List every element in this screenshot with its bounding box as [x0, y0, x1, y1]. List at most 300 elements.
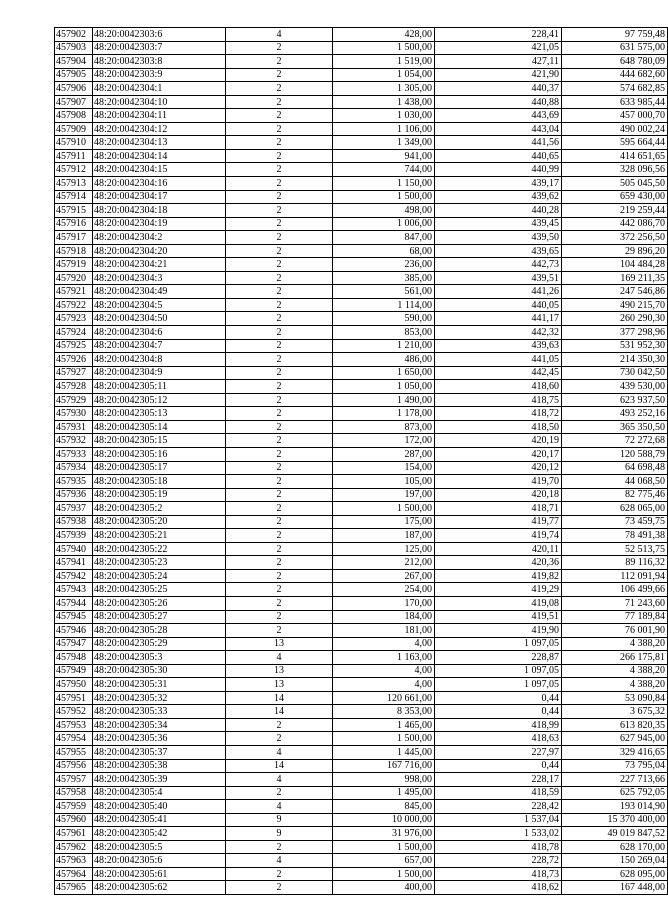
- table-row: [55, 854, 668, 868]
- cadastral-number-cell: 48:20:0042304:17: [93, 190, 226, 204]
- cadastral-number-cell: 48:20:0042305:42: [93, 827, 226, 841]
- cadastral-number-cell: 48:20:0042305:28: [93, 624, 226, 638]
- table-row: [55, 163, 668, 177]
- row-id-cell: 457962: [55, 840, 93, 854]
- area-cell: 941,00: [333, 149, 435, 163]
- row-id-cell: 457925: [55, 339, 93, 353]
- table-row: [55, 773, 668, 787]
- unit-rate-cell: 419,74: [435, 529, 562, 543]
- unit-rate-cell: 418,99: [435, 718, 562, 732]
- table-row: [55, 813, 668, 827]
- unit-rate-cell: 419,29: [435, 583, 562, 597]
- area-cell: 172,00: [333, 434, 435, 448]
- unit-rate-cell: 440,05: [435, 298, 562, 312]
- table-row: [55, 786, 668, 800]
- row-id-cell: 457921: [55, 285, 93, 299]
- cadastral-value-cell: 659 430,00: [562, 190, 668, 204]
- table-row: [55, 55, 668, 69]
- category-code-cell: 2: [226, 488, 333, 502]
- cadastral-number-cell: 48:20:0042305:31: [93, 678, 226, 692]
- table-row: [55, 244, 668, 258]
- cadastral-value-cell: 505 045,50: [562, 177, 668, 191]
- cadastral-number-cell: 48:20:0042304:12: [93, 122, 226, 136]
- area-cell: 1 500,00: [333, 732, 435, 746]
- category-code-cell: 2: [226, 122, 333, 136]
- cadastral-value-cell: 73 795,04: [562, 759, 668, 773]
- unit-rate-cell: 418,75: [435, 393, 562, 407]
- category-code-cell: 2: [226, 502, 333, 516]
- category-code-cell: 2: [226, 298, 333, 312]
- unit-rate-cell: 441,26: [435, 285, 562, 299]
- category-code-cell: 2: [226, 55, 333, 69]
- row-id-cell: 457947: [55, 637, 93, 651]
- area-cell: 1 050,00: [333, 380, 435, 394]
- cadastral-value-cell: 493 252,16: [562, 407, 668, 421]
- row-id-cell: 457948: [55, 651, 93, 665]
- unit-rate-cell: 228,42: [435, 800, 562, 814]
- category-code-cell: 2: [226, 407, 333, 421]
- unit-rate-cell: 440,99: [435, 163, 562, 177]
- table-row: [55, 380, 668, 394]
- table-row: [55, 339, 668, 353]
- category-code-cell: 4: [226, 651, 333, 665]
- category-code-cell: 9: [226, 813, 333, 827]
- cadastral-number-cell: 48:20:0042304:7: [93, 339, 226, 353]
- cadastral-value-cell: 3 675,32: [562, 705, 668, 719]
- unit-rate-cell: 440,88: [435, 95, 562, 109]
- cadastral-number-cell: 48:20:0042305:24: [93, 569, 226, 583]
- unit-rate-cell: 421,90: [435, 68, 562, 82]
- unit-rate-cell: 442,32: [435, 326, 562, 340]
- cadastral-number-cell: 48:20:0042304:11: [93, 109, 226, 123]
- cadastral-number-cell: 48:20:0042305:14: [93, 420, 226, 434]
- table-row: [55, 705, 668, 719]
- cadastral-number-cell: 48:20:0042305:41: [93, 813, 226, 827]
- area-cell: 400,00: [333, 881, 435, 895]
- table-row: [55, 41, 668, 55]
- row-id-cell: 457915: [55, 204, 93, 218]
- table-row: [55, 678, 668, 692]
- unit-rate-cell: 419,82: [435, 569, 562, 583]
- row-id-cell: 457945: [55, 610, 93, 624]
- row-id-cell: 457941: [55, 556, 93, 570]
- category-code-cell: 2: [226, 475, 333, 489]
- category-code-cell: 2: [226, 353, 333, 367]
- cadastral-number-cell: 48:20:0042305:5: [93, 840, 226, 854]
- area-cell: 125,00: [333, 542, 435, 556]
- row-id-cell: 457911: [55, 149, 93, 163]
- cadastral-value-cell: 490 215,70: [562, 298, 668, 312]
- cadastral-number-cell: 48:20:0042305:19: [93, 488, 226, 502]
- category-code-cell: 4: [226, 745, 333, 759]
- unit-rate-cell: 420,11: [435, 542, 562, 556]
- table-row: [55, 881, 668, 895]
- area-cell: 4,00: [333, 678, 435, 692]
- category-code-cell: 2: [226, 461, 333, 475]
- unit-rate-cell: 418,73: [435, 867, 562, 881]
- cadastral-number-cell: 48:20:0042303:8: [93, 55, 226, 69]
- cadastral-number-cell: 48:20:0042305:13: [93, 407, 226, 421]
- area-cell: 1 349,00: [333, 136, 435, 150]
- category-code-cell: 2: [226, 624, 333, 638]
- unit-rate-cell: 228,17: [435, 773, 562, 787]
- area-cell: 486,00: [333, 353, 435, 367]
- unit-rate-cell: 427,11: [435, 55, 562, 69]
- category-code-cell: 14: [226, 759, 333, 773]
- category-code-cell: 2: [226, 583, 333, 597]
- unit-rate-cell: 0,44: [435, 691, 562, 705]
- unit-rate-cell: 419,70: [435, 475, 562, 489]
- table-row: [55, 664, 668, 678]
- unit-rate-cell: 0,44: [435, 705, 562, 719]
- cadastral-value-cell: 53 090,84: [562, 691, 668, 705]
- row-id-cell: 457920: [55, 271, 93, 285]
- cadastral-number-cell: 48:20:0042305:18: [93, 475, 226, 489]
- unit-rate-cell: 418,62: [435, 881, 562, 895]
- unit-rate-cell: 420,19: [435, 434, 562, 448]
- unit-rate-cell: 419,51: [435, 610, 562, 624]
- unit-rate-cell: 439,65: [435, 244, 562, 258]
- area-cell: 181,00: [333, 624, 435, 638]
- category-code-cell: 2: [226, 312, 333, 326]
- category-code-cell: 13: [226, 664, 333, 678]
- cadastral-number-cell: 48:20:0042305:20: [93, 515, 226, 529]
- category-code-cell: 2: [226, 718, 333, 732]
- table-row: [55, 759, 668, 773]
- cadastral-number-cell: 48:20:0042305:29: [93, 637, 226, 651]
- cadastral-value-cell: 628 065,00: [562, 502, 668, 516]
- cadastral-value-cell: 52 513,75: [562, 542, 668, 556]
- cadastral-number-cell: 48:20:0042304:2: [93, 231, 226, 245]
- cadastral-number-cell: 48:20:0042304:20: [93, 244, 226, 258]
- category-code-cell: 2: [226, 95, 333, 109]
- unit-rate-cell: 1 097,05: [435, 637, 562, 651]
- table-body: [55, 28, 668, 895]
- row-id-cell: 457937: [55, 502, 93, 516]
- table-row: [55, 231, 668, 245]
- table-row: [55, 434, 668, 448]
- row-id-cell: 457914: [55, 190, 93, 204]
- unit-rate-cell: 439,62: [435, 190, 562, 204]
- category-code-cell: 2: [226, 339, 333, 353]
- cadastral-value-cell: 4 388,20: [562, 678, 668, 692]
- area-cell: 4,00: [333, 637, 435, 651]
- row-id-cell: 457959: [55, 800, 93, 814]
- area-cell: 498,00: [333, 204, 435, 218]
- cadastral-value-cell: 613 820,35: [562, 718, 668, 732]
- table-row: [55, 827, 668, 841]
- category-code-cell: 2: [226, 881, 333, 895]
- table-row: [55, 393, 668, 407]
- row-id-cell: 457960: [55, 813, 93, 827]
- area-cell: 1 210,00: [333, 339, 435, 353]
- area-cell: 8 353,00: [333, 705, 435, 719]
- cadastral-value-cell: 150 269,04: [562, 854, 668, 868]
- row-id-cell: 457924: [55, 326, 93, 340]
- cadastral-number-cell: 48:20:0042305:25: [93, 583, 226, 597]
- unit-rate-cell: 0,44: [435, 759, 562, 773]
- table-row: [55, 542, 668, 556]
- table-row: [55, 488, 668, 502]
- table-row: [55, 271, 668, 285]
- category-code-cell: 9: [226, 827, 333, 841]
- category-code-cell: 2: [226, 569, 333, 583]
- table-row: [55, 136, 668, 150]
- table-row: [55, 840, 668, 854]
- table-row: [55, 624, 668, 638]
- unit-rate-cell: 439,50: [435, 231, 562, 245]
- table-row: [55, 28, 668, 42]
- unit-rate-cell: 439,63: [435, 339, 562, 353]
- cadastral-value-cell: 64 698,48: [562, 461, 668, 475]
- unit-rate-cell: 1 537,04: [435, 813, 562, 827]
- category-code-cell: 2: [226, 786, 333, 800]
- unit-rate-cell: 419,90: [435, 624, 562, 638]
- category-code-cell: 4: [226, 854, 333, 868]
- area-cell: 254,00: [333, 583, 435, 597]
- unit-rate-cell: 1 533,02: [435, 827, 562, 841]
- unit-rate-cell: 228,41: [435, 28, 562, 42]
- cadastral-number-cell: 48:20:0042305:22: [93, 542, 226, 556]
- cadastral-number-cell: 48:20:0042305:33: [93, 705, 226, 719]
- category-code-cell: 2: [226, 136, 333, 150]
- row-id-cell: 457953: [55, 718, 93, 732]
- cadastral-value-cell: 89 116,32: [562, 556, 668, 570]
- row-id-cell: 457903: [55, 41, 93, 55]
- table-row: [55, 529, 668, 543]
- table-row: [55, 109, 668, 123]
- category-code-cell: 13: [226, 678, 333, 692]
- unit-rate-cell: 227,97: [435, 745, 562, 759]
- cadastral-value-cell: 193 014,90: [562, 800, 668, 814]
- unit-rate-cell: 418,50: [435, 420, 562, 434]
- cadastral-number-cell: 48:20:0042305:2: [93, 502, 226, 516]
- row-id-cell: 457961: [55, 827, 93, 841]
- cadastral-value-cell: 372 256,50: [562, 231, 668, 245]
- area-cell: 1 500,00: [333, 840, 435, 854]
- table-row: [55, 177, 668, 191]
- row-id-cell: 457907: [55, 95, 93, 109]
- cadastral-value-cell: 457 000,70: [562, 109, 668, 123]
- table-row: [55, 691, 668, 705]
- unit-rate-cell: 419,77: [435, 515, 562, 529]
- area-cell: 428,00: [333, 28, 435, 42]
- area-cell: 657,00: [333, 854, 435, 868]
- cadastral-number-cell: 48:20:0042303:9: [93, 68, 226, 82]
- category-code-cell: 2: [226, 163, 333, 177]
- area-cell: 1 500,00: [333, 867, 435, 881]
- cadastral-value-cell: 365 350,50: [562, 420, 668, 434]
- table-row: [55, 420, 668, 434]
- cadastral-number-cell: 48:20:0042305:27: [93, 610, 226, 624]
- unit-rate-cell: 418,78: [435, 840, 562, 854]
- cadastral-number-cell: 48:20:0042305:3: [93, 651, 226, 665]
- area-cell: 4,00: [333, 664, 435, 678]
- cadastral-value-cell: 120 588,79: [562, 447, 668, 461]
- cadastral-number-cell: 48:20:0042305:17: [93, 461, 226, 475]
- row-id-cell: 457928: [55, 380, 93, 394]
- row-id-cell: 457965: [55, 881, 93, 895]
- row-id-cell: 457902: [55, 28, 93, 42]
- cadastral-number-cell: 48:20:0042304:9: [93, 366, 226, 380]
- row-id-cell: 457909: [55, 122, 93, 136]
- unit-rate-cell: 443,04: [435, 122, 562, 136]
- cadastral-number-cell: 48:20:0042304:21: [93, 258, 226, 272]
- row-id-cell: 457946: [55, 624, 93, 638]
- category-code-cell: 2: [226, 217, 333, 231]
- category-code-cell: 2: [226, 258, 333, 272]
- row-id-cell: 457926: [55, 353, 93, 367]
- cadastral-number-cell: 48:20:0042305:16: [93, 447, 226, 461]
- table-row: [55, 407, 668, 421]
- cadastral-value-cell: 414 651,65: [562, 149, 668, 163]
- row-id-cell: 457927: [55, 366, 93, 380]
- cadastral-value-cell: 29 896,20: [562, 244, 668, 258]
- unit-rate-cell: 439,45: [435, 217, 562, 231]
- row-id-cell: 457943: [55, 583, 93, 597]
- category-code-cell: 2: [226, 82, 333, 96]
- row-id-cell: 457912: [55, 163, 93, 177]
- category-code-cell: 2: [226, 204, 333, 218]
- area-cell: 212,00: [333, 556, 435, 570]
- area-cell: 1 054,00: [333, 68, 435, 82]
- row-id-cell: 457904: [55, 55, 93, 69]
- category-code-cell: 2: [226, 366, 333, 380]
- unit-rate-cell: 418,71: [435, 502, 562, 516]
- area-cell: 561,00: [333, 285, 435, 299]
- row-id-cell: 457908: [55, 109, 93, 123]
- area-cell: 853,00: [333, 326, 435, 340]
- cadastral-value-cell: 574 682,85: [562, 82, 668, 96]
- area-cell: 184,00: [333, 610, 435, 624]
- table-row: [55, 596, 668, 610]
- cadastral-value-cell: 82 775,46: [562, 488, 668, 502]
- table-row: [55, 637, 668, 651]
- unit-rate-cell: 420,17: [435, 447, 562, 461]
- row-id-cell: 457930: [55, 407, 93, 421]
- table-row: [55, 366, 668, 380]
- cadastral-value-cell: 377 298,96: [562, 326, 668, 340]
- area-cell: 847,00: [333, 231, 435, 245]
- area-cell: 1 150,00: [333, 177, 435, 191]
- area-cell: 31 976,00: [333, 827, 435, 841]
- row-id-cell: 457951: [55, 691, 93, 705]
- cadastral-value-cell: 227 713,66: [562, 773, 668, 787]
- unit-rate-cell: 442,45: [435, 366, 562, 380]
- table-row: [55, 190, 668, 204]
- area-cell: 590,00: [333, 312, 435, 326]
- cadastral-value-cell: 648 780,09: [562, 55, 668, 69]
- area-cell: 167 716,00: [333, 759, 435, 773]
- category-code-cell: 14: [226, 705, 333, 719]
- cadastral-number-cell: 48:20:0042305:34: [93, 718, 226, 732]
- cadastral-value-cell: 266 175,81: [562, 651, 668, 665]
- cadastral-value-cell: 595 664,44: [562, 136, 668, 150]
- unit-rate-cell: 418,72: [435, 407, 562, 421]
- unit-rate-cell: 1 097,05: [435, 678, 562, 692]
- cadastral-value-cell: 73 459,75: [562, 515, 668, 529]
- cadastral-value-cell: 4 388,20: [562, 664, 668, 678]
- unit-rate-cell: 420,18: [435, 488, 562, 502]
- cadastral-number-cell: 48:20:0042305:23: [93, 556, 226, 570]
- unit-rate-cell: 441,17: [435, 312, 562, 326]
- area-cell: 1 465,00: [333, 718, 435, 732]
- row-id-cell: 457913: [55, 177, 93, 191]
- row-id-cell: 457934: [55, 461, 93, 475]
- table-row: [55, 556, 668, 570]
- row-id-cell: 457954: [55, 732, 93, 746]
- area-cell: 1 438,00: [333, 95, 435, 109]
- cadastral-value-cell: 77 189,84: [562, 610, 668, 624]
- unit-rate-cell: 420,36: [435, 556, 562, 570]
- cadastral-value-cell: 4 388,20: [562, 637, 668, 651]
- category-code-cell: 2: [226, 529, 333, 543]
- category-code-cell: 2: [226, 732, 333, 746]
- table-row: [55, 298, 668, 312]
- unit-rate-cell: 440,37: [435, 82, 562, 96]
- cadastral-number-cell: 48:20:0042305:32: [93, 691, 226, 705]
- cadastral-number-cell: 48:20:0042303:7: [93, 41, 226, 55]
- row-id-cell: 457949: [55, 664, 93, 678]
- table-row: [55, 502, 668, 516]
- area-cell: 1 006,00: [333, 217, 435, 231]
- table-row: [55, 95, 668, 109]
- category-code-cell: 2: [226, 109, 333, 123]
- category-code-cell: 2: [226, 271, 333, 285]
- cadastral-number-cell: 48:20:0042305:40: [93, 800, 226, 814]
- row-id-cell: 457940: [55, 542, 93, 556]
- cadastral-value-cell: 106 499,66: [562, 583, 668, 597]
- row-id-cell: 457939: [55, 529, 93, 543]
- cadastral-value-cell: 628 170,00: [562, 840, 668, 854]
- area-cell: 1 178,00: [333, 407, 435, 421]
- unit-rate-cell: 228,72: [435, 854, 562, 868]
- cadastral-value-cell: 15 370 400,00: [562, 813, 668, 827]
- area-cell: 1 445,00: [333, 745, 435, 759]
- area-cell: 170,00: [333, 596, 435, 610]
- cadastral-value-cell: 633 985,44: [562, 95, 668, 109]
- cadastral-number-cell: 48:20:0042304:6: [93, 326, 226, 340]
- area-cell: 267,00: [333, 569, 435, 583]
- unit-rate-cell: 421,05: [435, 41, 562, 55]
- cadastral-value-cell: 531 952,30: [562, 339, 668, 353]
- cadastral-value-cell: 490 002,24: [562, 122, 668, 136]
- unit-rate-cell: 419,08: [435, 596, 562, 610]
- table-row: [55, 651, 668, 665]
- row-id-cell: 457931: [55, 420, 93, 434]
- area-cell: 1 030,00: [333, 109, 435, 123]
- cadastral-value-cell: 44 068,50: [562, 475, 668, 489]
- category-code-cell: 2: [226, 285, 333, 299]
- category-code-cell: 2: [226, 420, 333, 434]
- cadastral-number-cell: 48:20:0042304:15: [93, 163, 226, 177]
- cadastral-number-cell: 48:20:0042304:3: [93, 271, 226, 285]
- cadastral-value-table: [54, 27, 668, 895]
- area-cell: 175,00: [333, 515, 435, 529]
- table-row: [55, 258, 668, 272]
- category-code-cell: 2: [226, 542, 333, 556]
- row-id-cell: 457963: [55, 854, 93, 868]
- area-cell: 1 163,00: [333, 651, 435, 665]
- category-code-cell: 2: [226, 867, 333, 881]
- cadastral-value-cell: 219 259,44: [562, 204, 668, 218]
- area-cell: 998,00: [333, 773, 435, 787]
- cadastral-number-cell: 48:20:0042305:26: [93, 596, 226, 610]
- cadastral-number-cell: 48:20:0042305:38: [93, 759, 226, 773]
- area-cell: 1 490,00: [333, 393, 435, 407]
- cadastral-value-cell: 442 086,70: [562, 217, 668, 231]
- table-row: [55, 610, 668, 624]
